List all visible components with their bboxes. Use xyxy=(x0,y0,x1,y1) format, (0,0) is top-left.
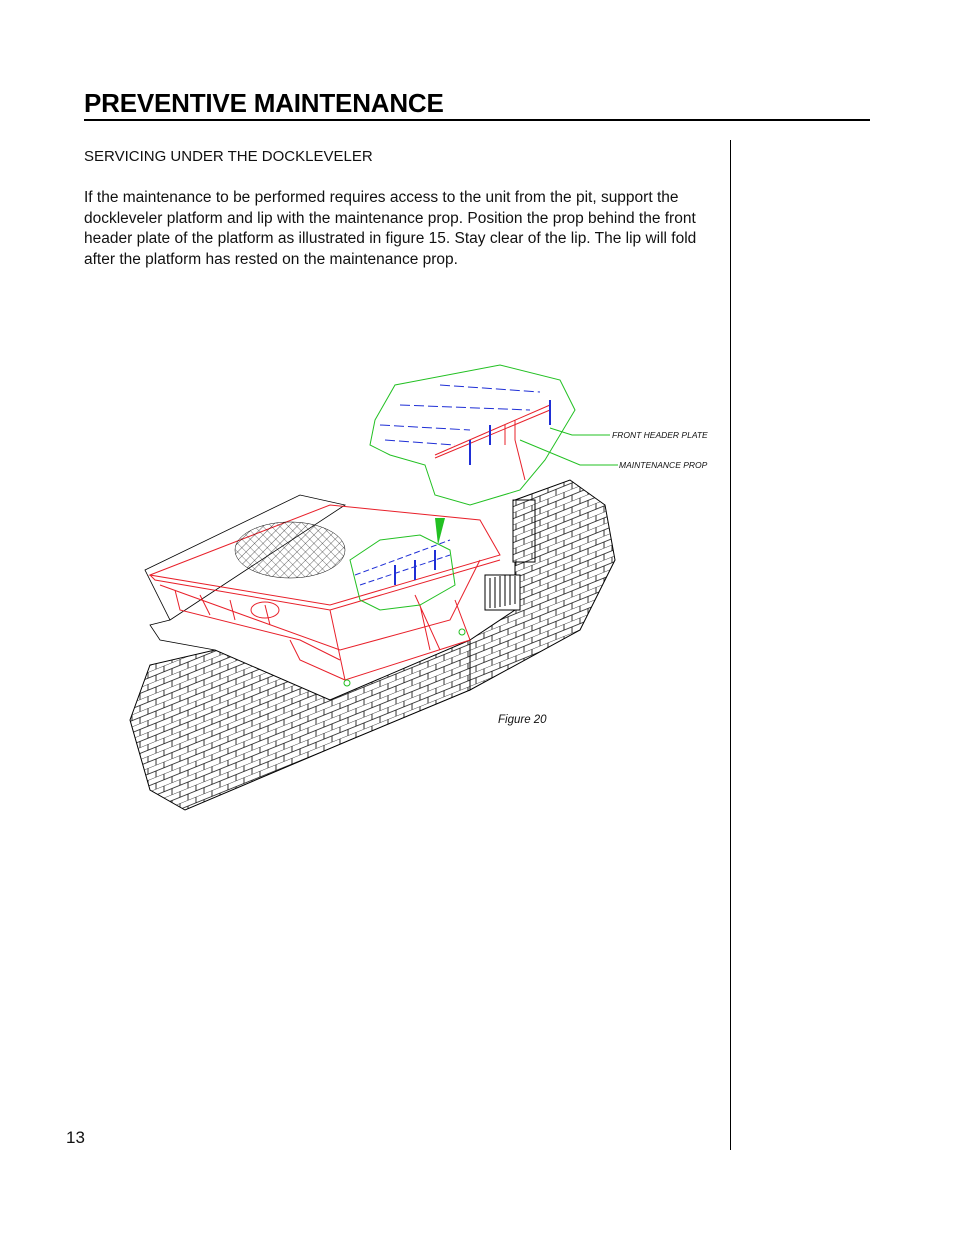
body-paragraph: If the maintenance to be performed requires access to the unit from the pit, support the dockleveler platform and lip with the maintenance prop. Position the prop behind the front header plate of the platform as illustrated in figure 15. Stay clear of the lip. The lip will fold after the platform has rested on the maintenance prop. xyxy=(84,189,697,268)
margin-rule xyxy=(730,140,731,1150)
dockleveler-illustration xyxy=(120,360,620,820)
front-brick-wall xyxy=(130,640,470,810)
platform-tread-mesh xyxy=(235,522,345,578)
callout-maintenance-prop: MAINTENANCE PROP xyxy=(619,460,708,470)
callout-front-header-plate: FRONT HEADER PLATE xyxy=(612,430,708,440)
enlarged-detail xyxy=(370,365,575,505)
page-number: 13 xyxy=(66,1128,85,1147)
figure-caption: Figure 20 xyxy=(498,714,547,726)
page-title: PREVENTIVE MAINTENANCE xyxy=(84,88,444,118)
pit-corner-column xyxy=(513,500,535,562)
title-underline xyxy=(84,119,870,121)
power-unit xyxy=(485,575,520,610)
section-heading: SERVICING UNDER THE DOCKLEVELER xyxy=(84,148,373,165)
detail-pointer xyxy=(435,518,445,545)
